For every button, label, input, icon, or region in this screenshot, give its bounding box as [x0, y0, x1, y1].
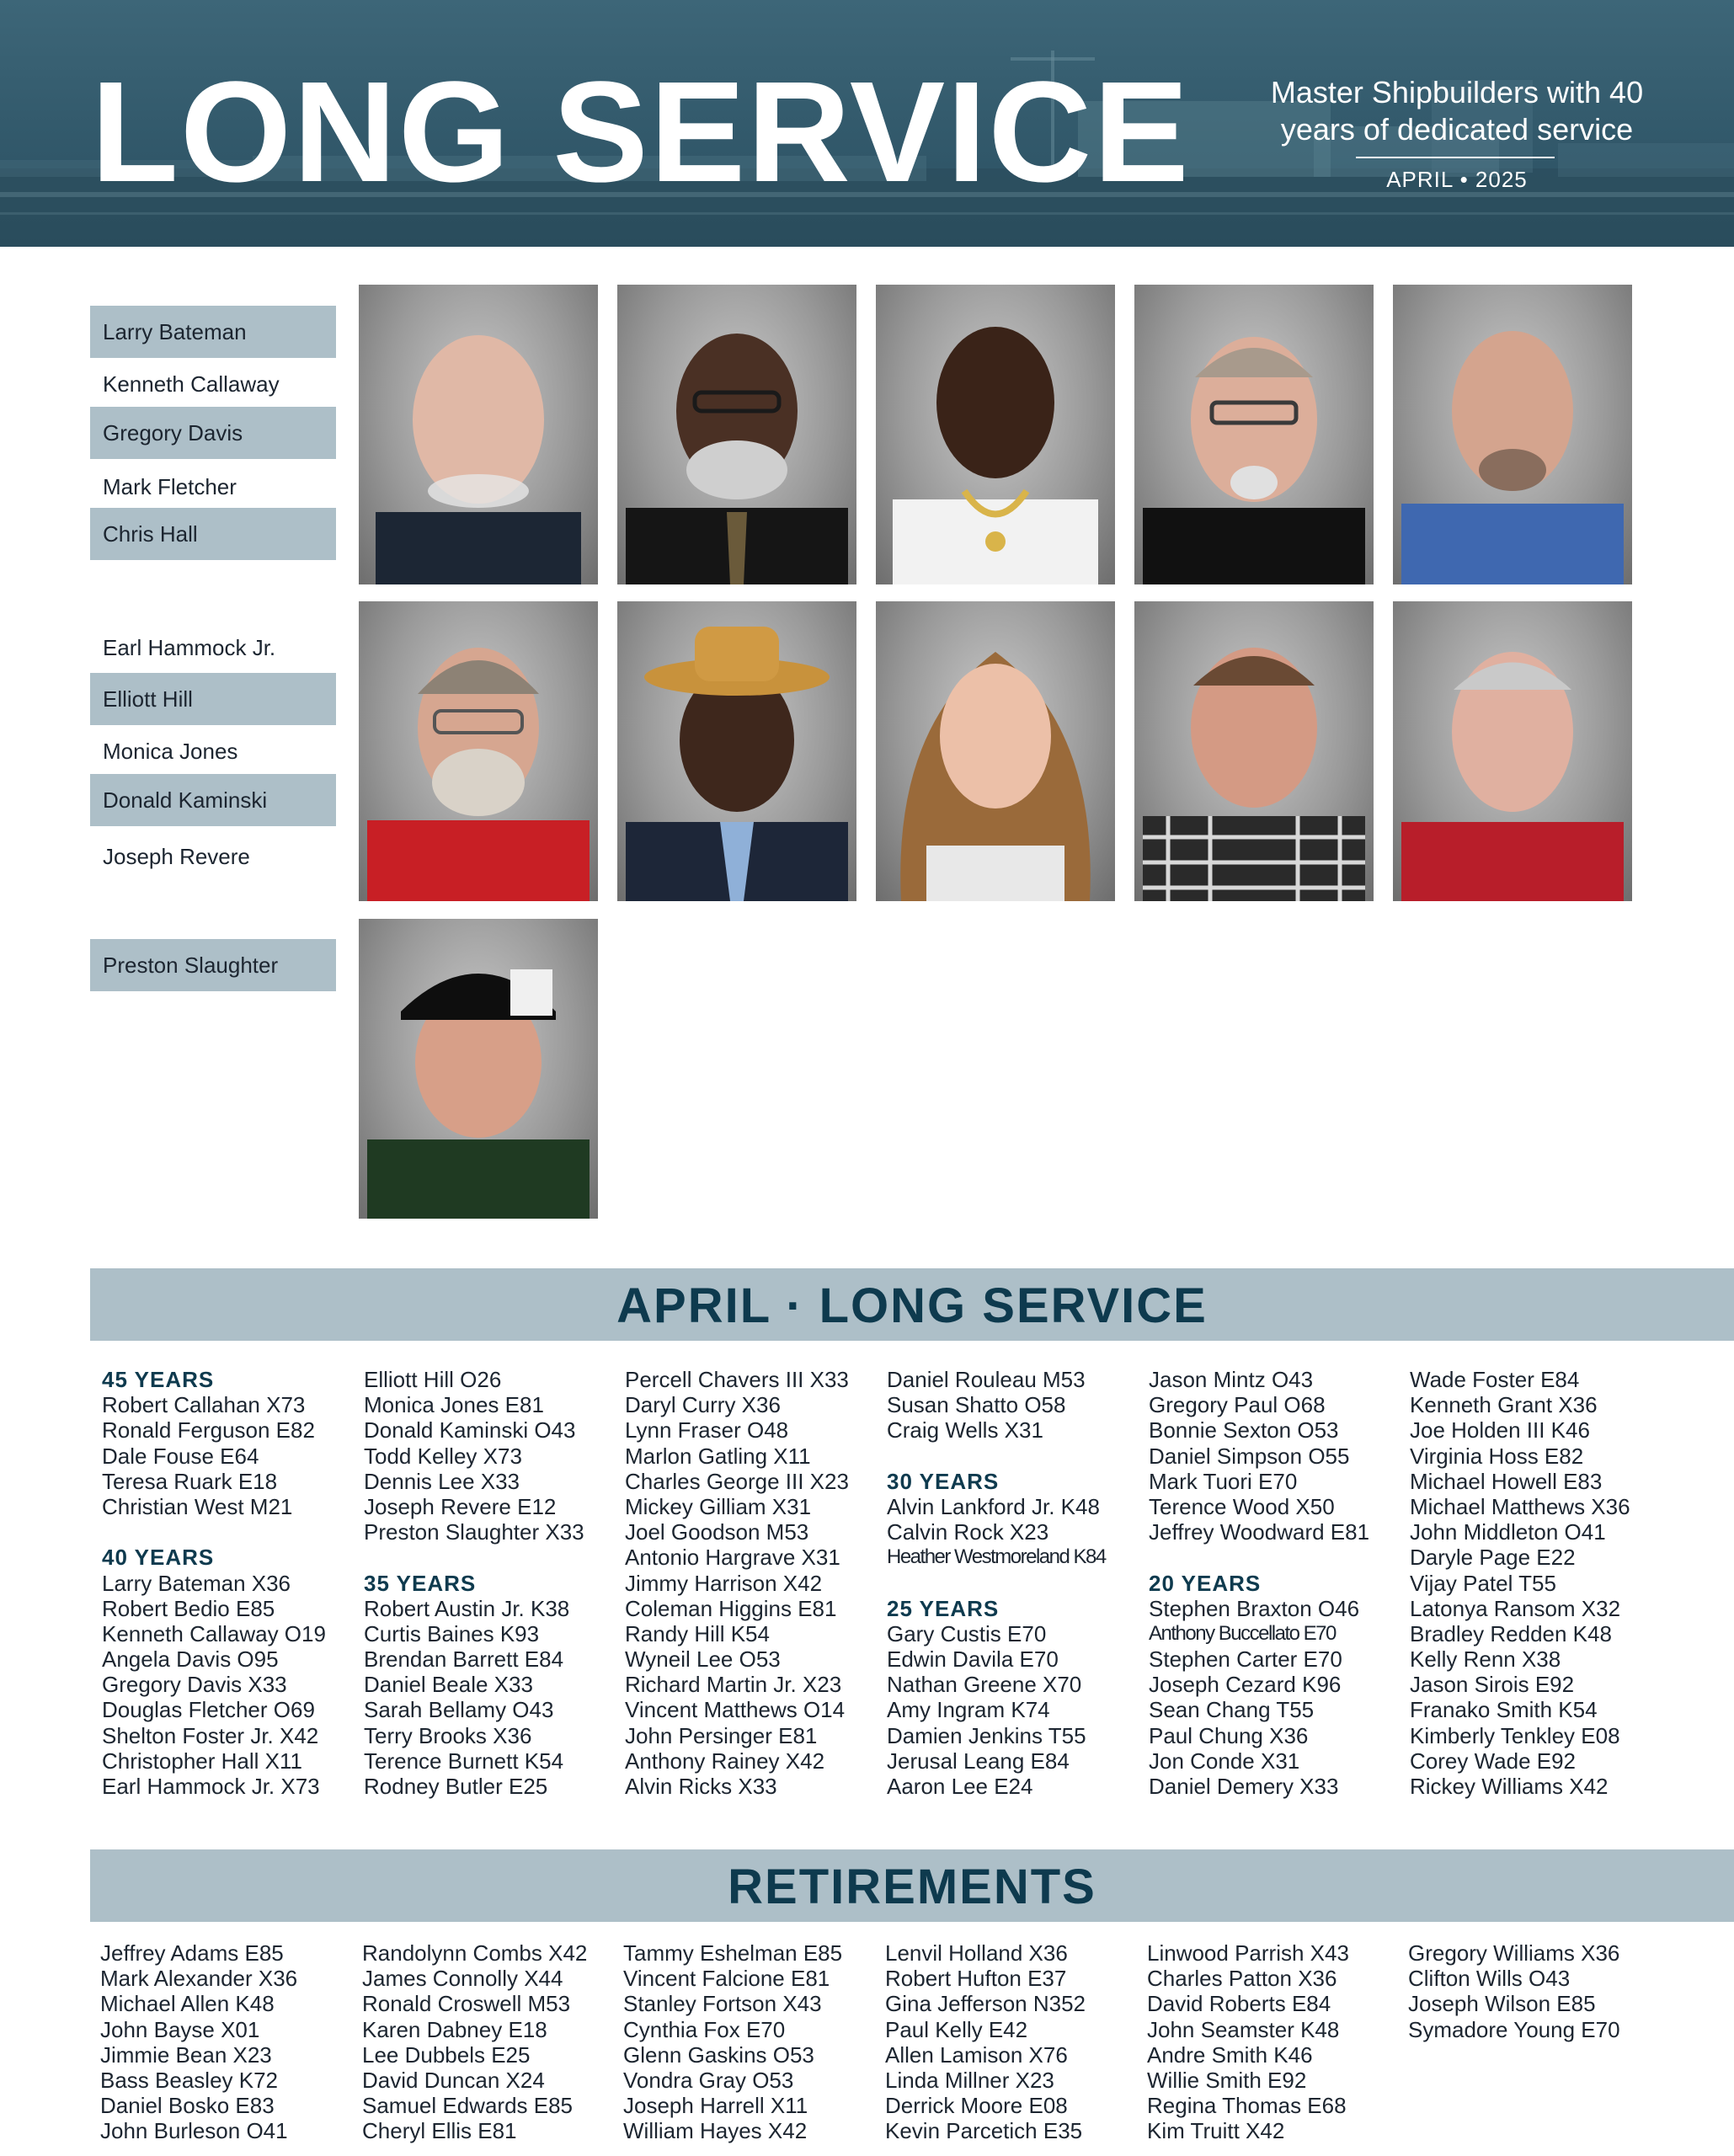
employee-entry: Coleman Higgins E81 [625, 1595, 837, 1621]
retiree-entry: Vincent Falcione E81 [623, 1966, 830, 1992]
employee-entry: Robert Bedio E85 [102, 1595, 275, 1621]
employee-entry: Todd Kelley X73 [364, 1443, 522, 1469]
long-service-column [1149, 1367, 1401, 1799]
employee-entry: Dennis Lee X33 [364, 1468, 520, 1494]
banner-subtitle-line-1: Master Shipbuilders with 40 [1270, 75, 1644, 109]
employee-entry: Nathan Greene X70 [887, 1672, 1082, 1698]
retiree-entry: Kevin Parcetich E35 [885, 2118, 1083, 2144]
employee-entry: Anthony Rainey X42 [625, 1748, 825, 1774]
long-service-column [1410, 1367, 1662, 1799]
retiree-entry: Gina Jefferson N352 [885, 1991, 1086, 2017]
honoree-name: Preston Slaughter [90, 939, 336, 991]
employee-entry: Bonnie Sexton O53 [1149, 1417, 1339, 1444]
employee-entry: Gary Custis E70 [887, 1620, 1047, 1646]
employee-entry: Virginia Hoss E82 [1410, 1443, 1584, 1469]
employee-entry: Vijay Patel T55 [1410, 1570, 1556, 1596]
employee-entry: Teresa Ruark E18 [102, 1468, 278, 1494]
employee-entry: Douglas Fletcher O69 [102, 1697, 315, 1723]
employee-entry: Wyneil Lee O53 [625, 1646, 781, 1673]
service-years-heading: 45 YEARS [102, 1367, 215, 1392]
retiree-entry: Derrick Moore E08 [885, 2093, 1068, 2119]
employee-entry: Gregory Davis X33 [102, 1672, 287, 1698]
employee-entry: Earl Hammock Jr. X73 [102, 1774, 320, 1799]
employee-entry: Brendan Barrett E84 [364, 1646, 564, 1673]
employee-entry: Robert Austin Jr. K38 [364, 1595, 570, 1621]
employee-entry: Angela Davis O95 [102, 1646, 279, 1673]
retiree-entry: Glenn Gaskins O53 [623, 2041, 814, 2068]
employee-entry: Heather Westmoreland K84 [887, 1545, 1106, 1569]
honoree-name: Earl Hammock Jr. [103, 635, 276, 660]
employee-entry: Percell Chavers III X33 [625, 1367, 849, 1392]
retiree-entry: Randolynn Combs X42 [362, 1940, 588, 1966]
employee-entry: Mickey Gilliam X31 [625, 1493, 812, 1519]
retirement-column [885, 1940, 1138, 2144]
retiree-entry: Joseph Wilson E85 [1408, 1991, 1596, 2017]
retiree-entry: David Duncan X24 [362, 2067, 545, 2093]
portrait-photo [359, 285, 598, 584]
employee-entry: Joe Holden III K46 [1410, 1417, 1590, 1444]
retiree-entry: Regina Thomas E68 [1147, 2093, 1347, 2119]
employee-entry: Jason Mintz O43 [1149, 1367, 1314, 1392]
honoree-name: Chris Hall [90, 508, 336, 560]
employee-entry: John Middleton O41 [1410, 1519, 1606, 1545]
retiree-entry: Symadore Young E70 [1408, 2016, 1620, 2042]
employee-entry: Antonio Hargrave X31 [625, 1545, 840, 1571]
employee-entry: Anthony Buccellato E70 [1149, 1621, 1336, 1645]
retiree-entry: Kim Truitt X42 [1147, 2118, 1285, 2144]
employee-entry: Bradley Redden K48 [1410, 1620, 1612, 1646]
employee-entry: Stephen Carter E70 [1149, 1646, 1342, 1673]
employee-entry: Franako Smith K54 [1410, 1697, 1598, 1723]
retiree-entry: Cynthia Fox E70 [623, 2016, 786, 2042]
honoree-name: Joseph Revere [103, 844, 250, 869]
employee-entry: Jason Sirois E92 [1410, 1672, 1575, 1698]
honoree-name: Monica Jones [103, 739, 238, 764]
employee-entry: Alvin Ricks X33 [625, 1774, 777, 1799]
employee-entry: Craig Wells X31 [887, 1417, 1043, 1444]
employee-entry: Mark Tuori E70 [1149, 1468, 1298, 1494]
retiree-entry: Paul Kelly E42 [885, 2016, 1028, 2042]
honoree-name: Mark Fletcher [103, 474, 237, 499]
employee-entry: Rodney Butler E25 [364, 1774, 548, 1799]
page-title: LONG SERVICE [91, 52, 1191, 212]
employee-entry: Aaron Lee E24 [887, 1774, 1033, 1799]
employee-entry: Daryle Page E22 [1410, 1545, 1576, 1571]
employee-entry: Latonya Ransom X32 [1410, 1595, 1621, 1621]
employee-entry: Richard Martin Jr. X23 [625, 1672, 842, 1698]
retiree-entry: John Burleson O41 [100, 2118, 288, 2144]
employee-entry: Christian West M21 [102, 1493, 293, 1519]
employee-entry: Terry Brooks X36 [364, 1722, 532, 1748]
employee-entry: Terence Burnett K54 [364, 1748, 564, 1774]
long-service-column [625, 1367, 878, 1799]
service-years-heading: 20 YEARS [1149, 1570, 1262, 1596]
employee-entry: Alvin Lankford Jr. K48 [887, 1493, 1100, 1519]
employee-entry: Rickey Williams X42 [1410, 1774, 1609, 1799]
employee-entry: Daryl Curry X36 [625, 1392, 781, 1418]
retiree-entry: John Bayse X01 [100, 2016, 260, 2042]
employee-entry: Jeffrey Woodward E81 [1149, 1519, 1370, 1545]
employee-entry: Sean Chang T55 [1149, 1697, 1315, 1723]
retiree-entry: Charles Patton X36 [1147, 1966, 1337, 1992]
spacer [364, 1545, 616, 1570]
honoree-name: Elliott Hill [90, 673, 336, 725]
portrait-photo [1393, 285, 1632, 584]
portrait-photo [617, 285, 856, 584]
spacer [1149, 1545, 1401, 1570]
employee-entry: Randy Hill K54 [625, 1620, 770, 1646]
employee-entry: Christopher Hall X11 [102, 1748, 302, 1774]
employee-entry: Vincent Matthews O14 [625, 1697, 846, 1723]
retiree-entry: Samuel Edwards E85 [362, 2093, 574, 2119]
employee-entry: Wade Foster E84 [1410, 1367, 1580, 1392]
employee-entry: Elliott Hill O26 [364, 1367, 502, 1392]
employee-entry: Gregory Paul O68 [1149, 1392, 1326, 1418]
retirement-column [623, 1940, 876, 2144]
employee-entry: Charles George III X23 [625, 1468, 849, 1494]
service-years-heading: 25 YEARS [887, 1595, 1000, 1621]
retiree-entry: Willie Smith E92 [1147, 2067, 1307, 2093]
retiree-entry: Michael Allen K48 [100, 1991, 275, 2017]
employee-entry: Edwin Davila E70 [887, 1646, 1059, 1673]
retiree-entry: Gregory Williams X36 [1408, 1940, 1620, 1966]
long-service-column [887, 1367, 1139, 1799]
retiree-entry: Stanley Fortson X43 [623, 1991, 822, 2017]
employee-entry: Paul Chung X36 [1149, 1722, 1309, 1748]
retiree-entry: Vondra Gray O53 [623, 2067, 794, 2093]
retiree-entry: Allen Lamison X76 [885, 2041, 1068, 2068]
retirement-column [1147, 1940, 1400, 2144]
honoree-name: Gregory Davis [90, 407, 336, 459]
retiree-entry: Daniel Bosko E83 [100, 2093, 275, 2119]
portrait-photo [359, 919, 598, 1219]
employee-entry: Joel Goodson M53 [625, 1519, 809, 1545]
employee-entry: Daniel Simpson O55 [1149, 1443, 1350, 1469]
portrait-photo [617, 601, 856, 901]
employee-entry: Kelly Renn X38 [1410, 1646, 1561, 1673]
banner-date: APRIL • 2025 [1386, 167, 1528, 192]
employee-entry: Jimmy Harrison X42 [625, 1570, 823, 1596]
honoree-name: Larry Bateman [90, 306, 336, 358]
portrait-photo [1134, 285, 1374, 584]
employee-entry: Dale Fouse E64 [102, 1443, 259, 1469]
employee-entry: Daniel Beale X33 [364, 1672, 533, 1698]
employee-entry: Daniel Rouleau M53 [887, 1367, 1086, 1392]
honoree-name: Donald Kaminski [90, 774, 336, 826]
service-years-heading: 35 YEARS [364, 1570, 477, 1596]
long-service-column [102, 1367, 355, 1799]
employee-entry: John Persinger E81 [625, 1722, 818, 1748]
employee-entry: Daniel Demery X33 [1149, 1774, 1339, 1799]
spacer [102, 1519, 355, 1545]
employee-entry: Robert Callahan X73 [102, 1392, 306, 1418]
employee-entry: Susan Shatto O58 [887, 1392, 1066, 1418]
retiree-entry: Mark Alexander X36 [100, 1966, 298, 1992]
service-years-heading: 40 YEARS [102, 1545, 215, 1571]
retiree-entry: Cheryl Ellis E81 [362, 2118, 517, 2144]
employee-entry: Ronald Ferguson E82 [102, 1417, 315, 1444]
retirement-column [100, 1940, 353, 2144]
retiree-entry: Lenvil Holland X36 [885, 1940, 1068, 1966]
portrait-photo [359, 601, 598, 901]
service-years-heading: 30 YEARS [887, 1468, 1000, 1494]
employee-entry: Shelton Foster Jr. X42 [102, 1722, 319, 1748]
employee-entry: Corey Wade E92 [1410, 1748, 1577, 1774]
banner-subtitle-line-2: years of dedicated service [1280, 112, 1634, 147]
retiree-entry: William Hayes X42 [623, 2118, 808, 2144]
long-service-section-title: APRIL · LONG SERVICE [90, 1268, 1734, 1341]
employee-entry: Kenneth Grant X36 [1410, 1392, 1598, 1418]
spacer [887, 1571, 1139, 1596]
employee-entry: Jon Conde X31 [1149, 1748, 1300, 1774]
employee-entry: Joseph Cezard K96 [1149, 1672, 1342, 1698]
employee-entry: Marlon Gatling X11 [625, 1443, 811, 1469]
spacer [887, 1444, 1139, 1469]
honoree-name: Kenneth Callaway [103, 371, 280, 397]
portrait-photo [876, 285, 1115, 584]
employee-entry: Preston Slaughter X33 [364, 1519, 584, 1545]
retirement-column [362, 1940, 615, 2144]
retiree-entry: Jeffrey Adams E85 [100, 1940, 284, 1966]
banner-subtitle [1246, 74, 1667, 148]
retiree-entry: Bass Beasley K72 [100, 2067, 279, 2093]
employee-entry: Kenneth Callaway O19 [102, 1620, 326, 1646]
employee-entry: Larry Bateman X36 [102, 1570, 291, 1596]
employee-entry: Donald Kaminski O43 [364, 1417, 576, 1444]
retiree-entry: Andre Smith K46 [1147, 2041, 1313, 2068]
employee-entry: Stephen Braxton O46 [1149, 1595, 1360, 1621]
retiree-entry: Joseph Harrell X11 [623, 2093, 808, 2119]
employee-entry: Damien Jenkins T55 [887, 1722, 1086, 1748]
employee-entry: Joseph Revere E12 [364, 1493, 557, 1519]
employee-entry: Calvin Rock X23 [887, 1519, 1049, 1545]
long-service-column [364, 1367, 616, 1799]
retiree-entry: Tammy Eshelman E85 [623, 1940, 843, 1966]
retiree-entry: Linda Millner X23 [885, 2067, 1054, 2093]
employee-entry: Curtis Baines K93 [364, 1620, 540, 1646]
employee-entry: Terence Wood X50 [1149, 1493, 1335, 1519]
header-banner [0, 0, 1734, 247]
employee-entry: Michael Howell E83 [1410, 1468, 1603, 1494]
banner-divider [1356, 157, 1555, 158]
retiree-entry: Ronald Croswell M53 [362, 1991, 571, 2017]
retiree-entry: Robert Hufton E37 [885, 1966, 1067, 1992]
retiree-entry: Linwood Parrish X43 [1147, 1940, 1349, 1966]
retiree-entry: James Connolly X44 [362, 1966, 563, 1992]
retiree-entry: John Seamster K48 [1147, 2016, 1340, 2042]
portrait-photo [1393, 601, 1632, 901]
retiree-entry: David Roberts E84 [1147, 1991, 1331, 2017]
employee-entry: Lynn Fraser O48 [625, 1417, 789, 1444]
employee-entry: Sarah Bellamy O43 [364, 1697, 554, 1723]
employee-entry: Jerusal Leang E84 [887, 1748, 1070, 1774]
retiree-entry: Karen Dabney E18 [362, 2016, 547, 2042]
employee-entry: Kimberly Tenkley E08 [1410, 1722, 1620, 1748]
retirement-column [1408, 1940, 1661, 2042]
retiree-entry: Jimmie Bean X23 [100, 2041, 272, 2068]
employee-entry: Amy Ingram K74 [887, 1697, 1050, 1723]
retirements-section-title: RETIREMENTS [90, 1849, 1734, 1922]
employee-entry: Monica Jones E81 [364, 1392, 544, 1418]
employee-entry: Michael Matthews X36 [1410, 1493, 1630, 1519]
portrait-photo [1134, 601, 1374, 901]
retiree-entry: Lee Dubbels E25 [362, 2041, 531, 2068]
portrait-photo [876, 601, 1115, 901]
retiree-entry: Clifton Wills O43 [1408, 1966, 1571, 1992]
